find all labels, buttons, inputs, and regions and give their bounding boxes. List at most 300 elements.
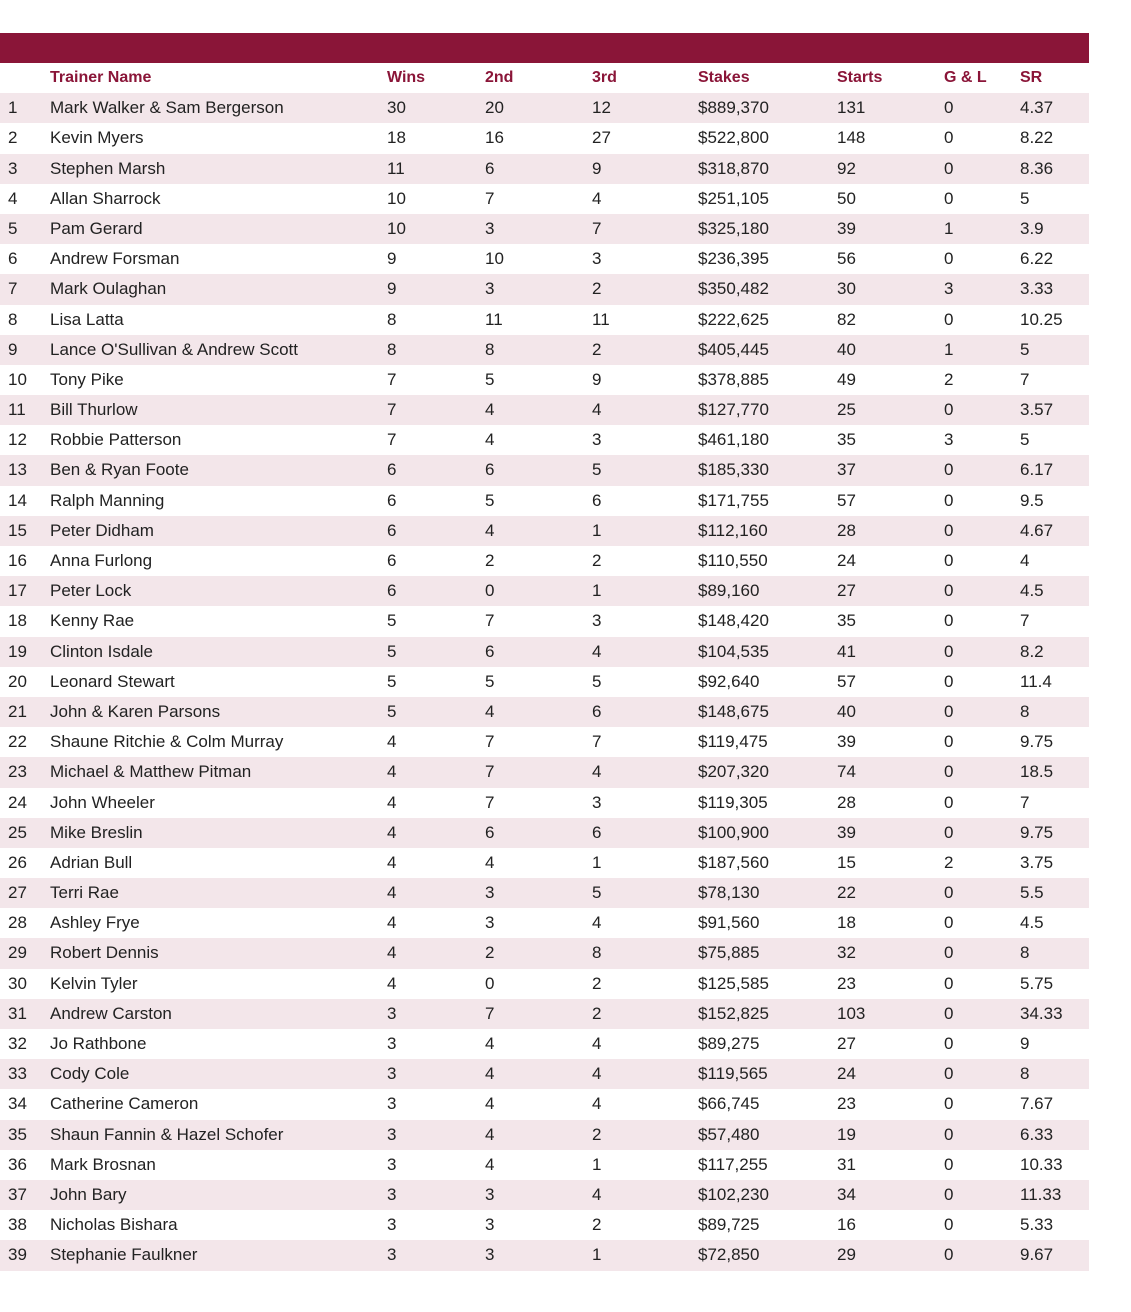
header-2nd: 2nd <box>485 69 514 86</box>
cell-second: 7 <box>485 732 495 752</box>
table-row <box>0 516 1089 546</box>
cell-wins: 9 <box>387 279 397 299</box>
cell-third: 4 <box>592 400 602 420</box>
cell-trainer-name: Mark Oulaghan <box>50 279 167 299</box>
cell-third: 2 <box>592 1215 602 1235</box>
cell-third: 3 <box>592 611 602 631</box>
cell-sr: 8.36 <box>1020 158 1054 178</box>
cell-stakes: $207,320 <box>698 762 769 782</box>
table-row <box>0 154 1089 184</box>
cell-second: 3 <box>485 1245 495 1265</box>
cell-trainer-name: Stephen Marsh <box>50 158 166 178</box>
table-row <box>0 848 1089 878</box>
cell-sr: 8.2 <box>1020 641 1044 661</box>
cell-g-and-l: 0 <box>944 701 954 721</box>
cell-sr: 8 <box>1020 1064 1030 1084</box>
cell-stakes: $119,565 <box>698 1064 768 1084</box>
cell-second: 4 <box>485 520 495 540</box>
cell-third: 8 <box>592 943 602 963</box>
cell-rank: 31 <box>8 1003 27 1023</box>
cell-stakes: $222,625 <box>698 309 769 329</box>
cell-wins: 3 <box>387 1215 397 1235</box>
cell-third: 3 <box>592 792 602 812</box>
cell-g-and-l: 0 <box>944 732 954 752</box>
table-row <box>0 788 1089 818</box>
cell-stakes: $187,560 <box>698 852 769 872</box>
cell-wins: 5 <box>387 611 397 631</box>
cell-g-and-l: 0 <box>944 943 954 963</box>
cell-stakes: $125,585 <box>698 973 769 993</box>
cell-starts: 34 <box>837 1184 856 1204</box>
cell-wins: 6 <box>387 581 397 601</box>
cell-sr: 34.33 <box>1020 1003 1063 1023</box>
cell-second: 7 <box>485 188 495 208</box>
table-row <box>0 184 1089 214</box>
cell-g-and-l: 0 <box>944 792 954 812</box>
cell-wins: 4 <box>387 762 397 782</box>
cell-second: 4 <box>485 852 495 872</box>
cell-g-and-l: 3 <box>944 430 954 450</box>
cell-third: 6 <box>592 822 602 842</box>
cell-g-and-l: 0 <box>944 158 954 178</box>
cell-trainer-name: Lance O'Sullivan & Andrew Scott <box>50 339 298 359</box>
cell-third: 9 <box>592 369 602 389</box>
cell-trainer-name: Michael & Matthew Pitman <box>50 762 252 782</box>
table-row <box>0 818 1089 848</box>
cell-g-and-l: 0 <box>944 671 954 691</box>
table-row <box>0 1029 1089 1059</box>
cell-wins: 4 <box>387 973 397 993</box>
cell-second: 6 <box>485 822 495 842</box>
cell-starts: 24 <box>837 551 856 570</box>
cell-rank: 6 <box>8 249 18 269</box>
cell-g-and-l: 0 <box>944 249 954 269</box>
cell-second: 2 <box>485 551 495 570</box>
cell-stakes: $89,725 <box>698 1215 760 1235</box>
cell-trainer-name: Kenny Rae <box>50 611 135 631</box>
cell-rank: 4 <box>8 188 18 208</box>
cell-second: 5 <box>485 671 495 691</box>
cell-stakes: $89,275 <box>698 1034 760 1053</box>
cell-wins: 3 <box>387 1154 397 1174</box>
cell-third: 4 <box>592 1064 602 1084</box>
cell-stakes: $251,105 <box>698 188 769 208</box>
cell-starts: 22 <box>837 883 856 903</box>
cell-wins: 10 <box>387 188 406 208</box>
cell-g-and-l: 0 <box>944 128 954 148</box>
cell-trainer-name: Ashley Frye <box>50 913 140 933</box>
cell-g-and-l: 0 <box>944 1215 954 1235</box>
cell-sr: 3.57 <box>1020 400 1054 420</box>
cell-third: 9 <box>592 158 602 178</box>
cell-third: 2 <box>592 973 602 993</box>
table-row <box>0 93 1089 123</box>
cell-stakes: $57,480 <box>698 1124 760 1144</box>
cell-rank: 27 <box>8 883 27 903</box>
cell-third: 4 <box>592 913 602 933</box>
cell-second: 7 <box>485 762 495 782</box>
cell-starts: 31 <box>837 1154 856 1174</box>
cell-trainer-name: Catherine Cameron <box>50 1094 199 1114</box>
cell-third: 1 <box>592 852 602 872</box>
cell-wins: 18 <box>387 128 406 148</box>
cell-rank: 19 <box>8 641 27 661</box>
table-row <box>0 667 1089 697</box>
cell-second: 8 <box>485 339 495 359</box>
cell-starts: 57 <box>837 490 856 510</box>
table-row <box>0 425 1089 455</box>
cell-g-and-l: 2 <box>944 852 954 872</box>
cell-third: 4 <box>592 1184 602 1204</box>
cell-rank: 9 <box>8 339 18 359</box>
cell-rank: 13 <box>8 460 27 480</box>
cell-rank: 23 <box>8 762 27 782</box>
cell-second: 11 <box>485 309 503 329</box>
cell-g-and-l: 0 <box>944 1184 954 1204</box>
cell-g-and-l: 0 <box>944 822 954 842</box>
cell-third: 1 <box>592 520 602 540</box>
table-row <box>0 455 1089 485</box>
cell-starts: 15 <box>837 852 856 872</box>
cell-rank: 37 <box>8 1184 27 1204</box>
cell-third: 1 <box>592 1154 602 1174</box>
cell-rank: 34 <box>8 1094 27 1114</box>
cell-sr: 6.33 <box>1020 1124 1054 1144</box>
cell-g-and-l: 0 <box>944 1094 954 1114</box>
table-row <box>0 1180 1089 1210</box>
cell-stakes: $110,550 <box>698 551 768 570</box>
trainer-table <box>0 63 1089 1271</box>
cell-wins: 3 <box>387 1034 397 1053</box>
cell-third: 4 <box>592 1094 602 1114</box>
table-row <box>0 1150 1089 1180</box>
cell-third: 1 <box>592 1245 602 1265</box>
cell-sr: 4.5 <box>1020 913 1044 933</box>
cell-sr: 5.5 <box>1020 883 1044 903</box>
cell-starts: 39 <box>837 822 856 842</box>
cell-wins: 6 <box>387 551 397 570</box>
cell-g-and-l: 0 <box>944 1064 954 1084</box>
cell-wins: 4 <box>387 943 397 963</box>
cell-stakes: $112,160 <box>698 520 768 540</box>
cell-trainer-name: Jo Rathbone <box>50 1034 147 1053</box>
table-header-row <box>0 63 1089 93</box>
cell-g-and-l: 0 <box>944 1034 954 1053</box>
cell-third: 2 <box>592 339 602 359</box>
cell-trainer-name: Shaune Ritchie & Colm Murray <box>50 732 284 752</box>
cell-stakes: $119,475 <box>698 732 768 752</box>
cell-wins: 6 <box>387 490 397 510</box>
cell-second: 4 <box>485 1154 495 1174</box>
cell-starts: 27 <box>837 581 856 601</box>
cell-trainer-name: Andrew Carston <box>50 1003 172 1023</box>
cell-sr: 4.37 <box>1020 98 1054 118</box>
cell-wins: 4 <box>387 792 397 812</box>
cell-wins: 4 <box>387 883 397 903</box>
table-row <box>0 1089 1089 1119</box>
cell-second: 4 <box>485 430 495 450</box>
cell-second: 6 <box>485 460 495 480</box>
table-row <box>0 697 1089 727</box>
cell-starts: 35 <box>837 611 856 631</box>
cell-rank: 29 <box>8 943 27 963</box>
cell-third: 6 <box>592 701 602 721</box>
cell-third: 6 <box>592 490 602 510</box>
cell-wins: 6 <box>387 520 397 540</box>
cell-wins: 5 <box>387 671 397 691</box>
cell-g-and-l: 0 <box>944 400 954 420</box>
cell-starts: 35 <box>837 430 856 450</box>
table-row <box>0 1059 1089 1089</box>
table-row <box>0 365 1089 395</box>
cell-stakes: $171,755 <box>698 490 769 510</box>
cell-trainer-name: Terri Rae <box>50 883 119 903</box>
cell-wins: 7 <box>387 430 397 450</box>
cell-sr: 8.22 <box>1020 128 1054 148</box>
cell-second: 6 <box>485 641 495 661</box>
cell-second: 4 <box>485 701 495 721</box>
cell-wins: 3 <box>387 1245 397 1265</box>
cell-sr: 8 <box>1020 701 1030 721</box>
table-row <box>0 878 1089 908</box>
cell-trainer-name: Bill Thurlow <box>50 400 138 420</box>
cell-g-and-l: 0 <box>944 460 954 480</box>
cell-starts: 74 <box>837 762 856 782</box>
cell-third: 2 <box>592 551 602 570</box>
cell-rank: 12 <box>8 430 27 450</box>
cell-rank: 17 <box>8 581 27 601</box>
cell-sr: 5.33 <box>1020 1215 1054 1235</box>
cell-sr: 5 <box>1020 188 1030 208</box>
table-row <box>0 1210 1089 1240</box>
cell-trainer-name: John Wheeler <box>50 792 155 812</box>
header-trainer-name: Trainer Name <box>50 69 152 86</box>
cell-g-and-l: 0 <box>944 520 954 540</box>
cell-third: 7 <box>592 218 602 238</box>
cell-rank: 25 <box>8 822 27 842</box>
cell-sr: 10.33 <box>1020 1154 1063 1174</box>
cell-trainer-name: Kelvin Tyler <box>50 973 138 993</box>
cell-g-and-l: 0 <box>944 973 954 993</box>
cell-starts: 19 <box>837 1124 856 1144</box>
cell-second: 7 <box>485 792 495 812</box>
cell-sr: 5 <box>1020 339 1030 359</box>
cell-third: 12 <box>592 98 611 118</box>
table-row <box>0 576 1089 606</box>
cell-third: 4 <box>592 641 602 661</box>
cell-second: 3 <box>485 1184 495 1204</box>
cell-sr: 18.5 <box>1020 762 1054 782</box>
cell-g-and-l: 0 <box>944 611 954 631</box>
cell-g-and-l: 0 <box>944 913 954 933</box>
cell-second: 6 <box>485 158 495 178</box>
cell-rank: 20 <box>8 671 27 691</box>
cell-stakes: $350,482 <box>698 279 769 299</box>
header-starts: Starts <box>837 69 883 86</box>
cell-sr: 3.75 <box>1020 852 1054 872</box>
cell-g-and-l: 0 <box>944 309 954 329</box>
cell-starts: 50 <box>837 188 856 208</box>
cell-starts: 40 <box>837 339 856 359</box>
table-row <box>0 727 1089 757</box>
cell-g-and-l: 0 <box>944 1245 954 1265</box>
cell-stakes: $148,675 <box>698 701 769 721</box>
cell-third: 4 <box>592 188 602 208</box>
cell-second: 2 <box>485 943 495 963</box>
cell-second: 16 <box>485 128 504 148</box>
cell-trainer-name: John Bary <box>50 1184 127 1204</box>
cell-second: 7 <box>485 1003 495 1023</box>
cell-stakes: $92,640 <box>698 671 760 691</box>
cell-sr: 9 <box>1020 1034 1030 1053</box>
cell-trainer-name: Robert Dennis <box>50 943 159 963</box>
cell-wins: 11 <box>387 158 405 178</box>
cell-sr: 6.17 <box>1020 460 1054 480</box>
cell-wins: 4 <box>387 852 397 872</box>
table-row <box>0 606 1089 636</box>
cell-sr: 10.25 <box>1020 309 1063 329</box>
cell-trainer-name: Mike Breslin <box>50 822 143 842</box>
cell-trainer-name: Mark Walker & Sam Bergerson <box>50 98 284 118</box>
cell-g-and-l: 0 <box>944 188 954 208</box>
cell-rank: 30 <box>8 973 27 993</box>
cell-rank: 10 <box>8 369 27 389</box>
cell-starts: 41 <box>837 641 856 661</box>
cell-second: 3 <box>485 913 495 933</box>
cell-second: 3 <box>485 218 495 238</box>
table-row <box>0 999 1089 1029</box>
cell-rank: 7 <box>8 279 18 299</box>
cell-starts: 56 <box>837 249 856 269</box>
cell-second: 20 <box>485 98 504 118</box>
cell-second: 3 <box>485 1215 495 1235</box>
cell-sr: 4.5 <box>1020 581 1044 601</box>
cell-starts: 24 <box>837 1064 856 1084</box>
table-row <box>0 1120 1089 1150</box>
cell-trainer-name: Allan Sharrock <box>50 188 161 208</box>
cell-rank: 39 <box>8 1245 27 1265</box>
cell-g-and-l: 1 <box>944 218 954 238</box>
cell-wins: 9 <box>387 249 397 269</box>
header-wins: Wins <box>387 69 426 86</box>
cell-sr: 9.67 <box>1020 1245 1054 1265</box>
cell-second: 10 <box>485 249 504 269</box>
header-sr: SR <box>1020 69 1043 86</box>
cell-rank: 18 <box>8 611 27 631</box>
cell-sr: 8 <box>1020 943 1030 963</box>
cell-second: 4 <box>485 1124 495 1144</box>
cell-wins: 8 <box>387 339 397 359</box>
cell-rank: 2 <box>8 128 18 148</box>
cell-trainer-name: Ralph Manning <box>50 490 165 510</box>
cell-starts: 30 <box>837 279 856 299</box>
cell-stakes: $127,770 <box>698 400 769 420</box>
cell-starts: 40 <box>837 701 856 721</box>
cell-g-and-l: 0 <box>944 762 954 782</box>
cell-g-and-l: 0 <box>944 551 954 570</box>
cell-stakes: $152,825 <box>698 1003 769 1023</box>
cell-wins: 7 <box>387 369 397 389</box>
cell-trainer-name: John & Karen Parsons <box>50 701 221 721</box>
header-band <box>0 33 1089 63</box>
cell-stakes: $522,800 <box>698 128 769 148</box>
cell-wins: 8 <box>387 309 397 329</box>
cell-third: 4 <box>592 762 602 782</box>
cell-g-and-l: 2 <box>944 369 954 389</box>
cell-second: 3 <box>485 279 495 299</box>
cell-stakes: $236,395 <box>698 249 769 269</box>
cell-sr: 9.75 <box>1020 822 1054 842</box>
cell-trainer-name: Leonard Stewart <box>50 671 175 691</box>
cell-wins: 3 <box>387 1184 397 1204</box>
cell-starts: 49 <box>837 369 856 389</box>
cell-wins: 4 <box>387 732 397 752</box>
cell-starts: 18 <box>837 913 856 933</box>
cell-stakes: $78,130 <box>698 883 760 903</box>
cell-rank: 26 <box>8 852 27 872</box>
cell-g-and-l: 0 <box>944 1124 954 1144</box>
cell-sr: 7 <box>1020 792 1030 812</box>
cell-wins: 4 <box>387 822 397 842</box>
cell-stakes: $102,230 <box>698 1184 769 1204</box>
cell-starts: 131 <box>837 98 866 118</box>
cell-third: 4 <box>592 1034 602 1053</box>
cell-trainer-name: Tony Pike <box>50 369 124 389</box>
cell-wins: 6 <box>387 460 397 480</box>
cell-trainer-name: Stephanie Faulkner <box>50 1245 198 1265</box>
table-row <box>0 637 1089 667</box>
table-row <box>0 486 1089 516</box>
cell-wins: 5 <box>387 641 397 661</box>
cell-trainer-name: Peter Lock <box>50 581 132 601</box>
cell-starts: 23 <box>837 973 856 993</box>
cell-stakes: $104,535 <box>698 641 769 661</box>
cell-third: 11 <box>592 309 610 329</box>
cell-rank: 21 <box>8 701 27 721</box>
table-row <box>0 395 1089 425</box>
cell-second: 5 <box>485 369 495 389</box>
cell-starts: 39 <box>837 218 856 238</box>
table-row <box>0 546 1089 576</box>
cell-g-and-l: 3 <box>944 279 954 299</box>
cell-trainer-name: Peter Didham <box>50 520 154 540</box>
cell-g-and-l: 0 <box>944 1003 954 1023</box>
table-row <box>0 938 1089 968</box>
cell-starts: 25 <box>837 400 856 420</box>
cell-third: 5 <box>592 460 602 480</box>
cell-stakes: $318,870 <box>698 158 769 178</box>
cell-g-and-l: 0 <box>944 641 954 661</box>
cell-second: 0 <box>485 973 495 993</box>
cell-third: 3 <box>592 249 602 269</box>
cell-trainer-name: Clinton Isdale <box>50 641 154 661</box>
cell-wins: 3 <box>387 1094 397 1114</box>
table-row <box>0 123 1089 153</box>
cell-g-and-l: 0 <box>944 883 954 903</box>
header-stakes: Stakes <box>698 69 750 86</box>
table-row <box>0 335 1089 365</box>
cell-g-and-l: 1 <box>944 339 954 359</box>
cell-stakes: $119,305 <box>698 792 768 812</box>
table-row <box>0 908 1089 938</box>
cell-sr: 7 <box>1020 369 1030 389</box>
cell-third: 1 <box>592 581 602 601</box>
cell-second: 4 <box>485 1094 495 1114</box>
cell-wins: 7 <box>387 400 397 420</box>
cell-starts: 57 <box>837 671 856 691</box>
cell-sr: 5.75 <box>1020 973 1054 993</box>
cell-third: 5 <box>592 883 602 903</box>
